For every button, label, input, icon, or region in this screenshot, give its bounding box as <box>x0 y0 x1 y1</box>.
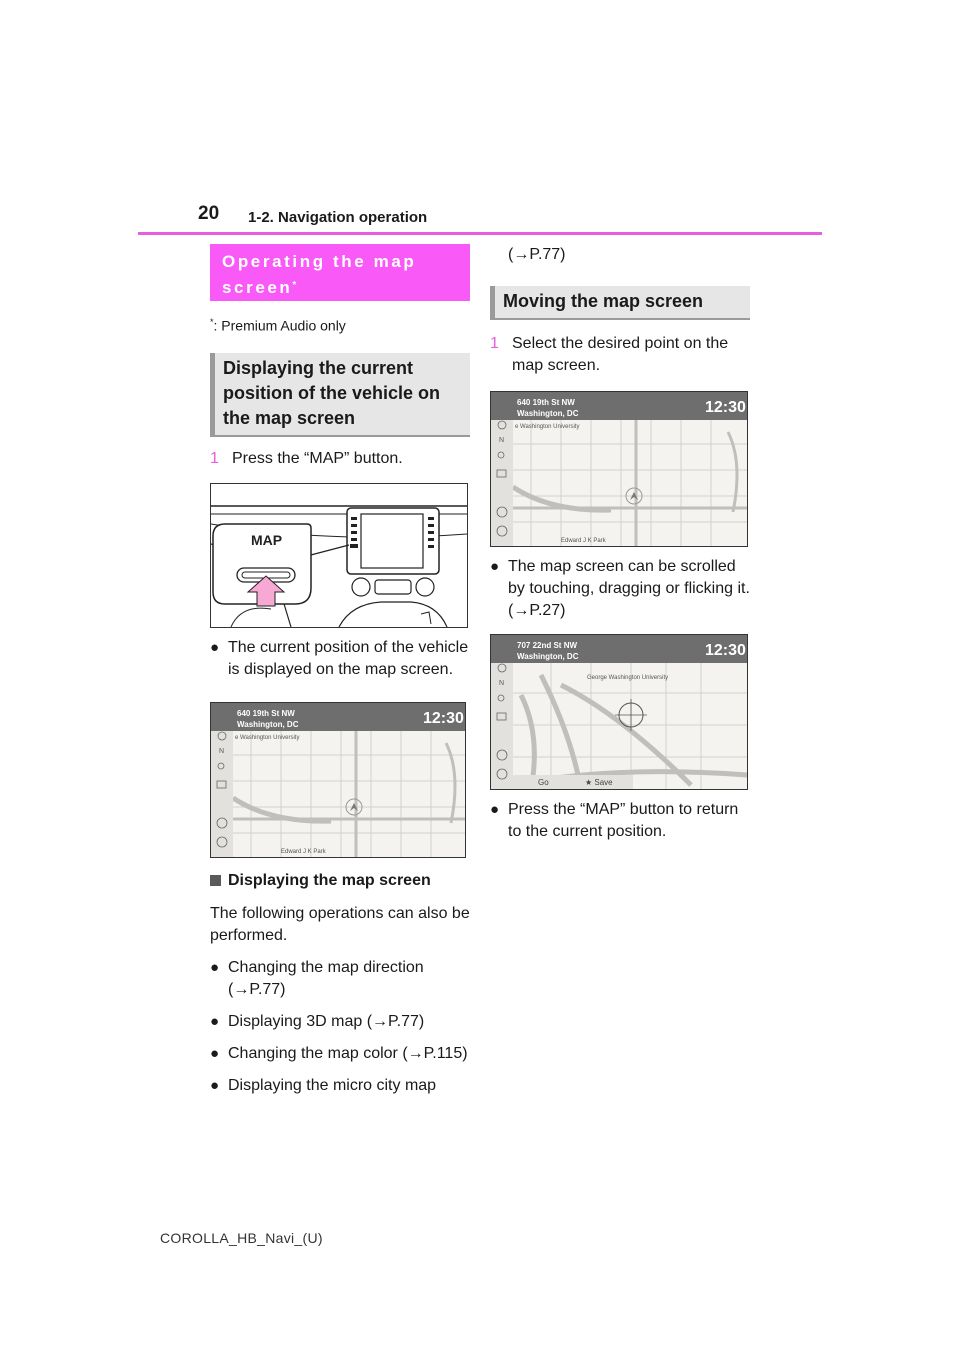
op-map-direction: ● Changing the map direction (→P.77) <box>210 958 424 998</box>
header-rule <box>138 232 822 235</box>
bullet-icon: ● <box>490 801 500 818</box>
display-heading: Displaying the map screen <box>210 870 470 892</box>
map-poi: e Washington University <box>515 424 580 430</box>
moving-heading: Moving the map screen <box>490 286 750 320</box>
op-3d-map: ● Displaying 3D map (→P.77) <box>210 1011 470 1033</box>
map-city: Washington, DC <box>237 719 299 729</box>
bullet-icon: ● <box>210 1044 220 1062</box>
map-park: Edward J K Park <box>561 538 606 544</box>
op-map-color: ● Changing the map color (→P.115) <box>210 1043 470 1065</box>
north-icon: N <box>219 747 225 755</box>
continued-ref: (→P.77) <box>508 246 566 263</box>
bullet-return: ● Press the “MAP” button to return to the current position. <box>490 801 739 840</box>
map-poi: e Washington University <box>235 734 300 741</box>
map-city: Washington, DC <box>517 409 579 418</box>
map-screen-figure <box>210 702 466 858</box>
map-street: 640 19th St NW <box>517 398 575 407</box>
bullet-icon: ● <box>210 638 220 656</box>
bullet-scroll: ● The map screen can be scrolled by touching, dragging or flicking it. (→P.27) <box>490 558 750 619</box>
go-button[interactable]: Go <box>538 778 549 787</box>
document-footer: COROLLA_HB_Navi_(U) <box>160 1230 323 1246</box>
map-screen-figure-2 <box>490 391 748 547</box>
section-title: 1-2. Navigation operation <box>248 209 428 226</box>
square-bullet-icon <box>210 875 221 886</box>
map-poi: George Washington University <box>587 675 669 681</box>
bullet-icon: ● <box>210 1076 220 1094</box>
op-micro-city-map: ● Displaying the micro city map <box>210 1075 470 1097</box>
footnote-asterisk: * <box>210 317 214 327</box>
subsection-heading: Displaying the current position of the vehicle on the map screen <box>210 353 470 437</box>
step-text: Select the desired point on the map screen. <box>512 335 729 374</box>
bullet-icon: ● <box>210 1012 220 1030</box>
map-time: 12:30 <box>705 642 746 659</box>
save-button[interactable]: ★ Save <box>585 778 613 787</box>
main-heading: Operating the map screen* <box>210 244 470 301</box>
main-heading-asterisk: * <box>292 280 297 291</box>
north-icon: N <box>499 437 505 444</box>
left-column <box>210 244 470 1097</box>
bullet-icon: ● <box>210 958 220 976</box>
step-1 <box>210 448 470 470</box>
step-number: 1 <box>210 449 219 467</box>
step-text: Press the “MAP” button. <box>232 449 403 467</box>
footnote: *: Premium Audio only <box>210 317 346 334</box>
page-number: 20 <box>198 203 220 224</box>
map-scroll-figure <box>490 634 748 790</box>
map-button-label: MAP <box>251 531 283 548</box>
bullet-icon: ● <box>490 558 500 575</box>
dashboard-illustration <box>210 483 468 628</box>
north-icon: N <box>499 680 505 687</box>
step-number: 1 <box>490 335 499 352</box>
map-city: Washington, DC <box>517 652 579 661</box>
operations-intro: The following operations can also be performed. <box>210 904 470 944</box>
map-park: Edward J K Park <box>281 848 326 855</box>
right-column <box>490 244 750 843</box>
map-time: 12:30 <box>705 399 746 416</box>
bullet-current-position: ● The current position of the vehicle is displayed on the map screen. <box>210 638 469 678</box>
map-street: 707 22nd St NW <box>517 641 578 650</box>
map-time: 12:30 <box>423 709 464 727</box>
step-1-select <box>490 333 750 377</box>
map-street: 640 19th St NW <box>237 708 295 718</box>
